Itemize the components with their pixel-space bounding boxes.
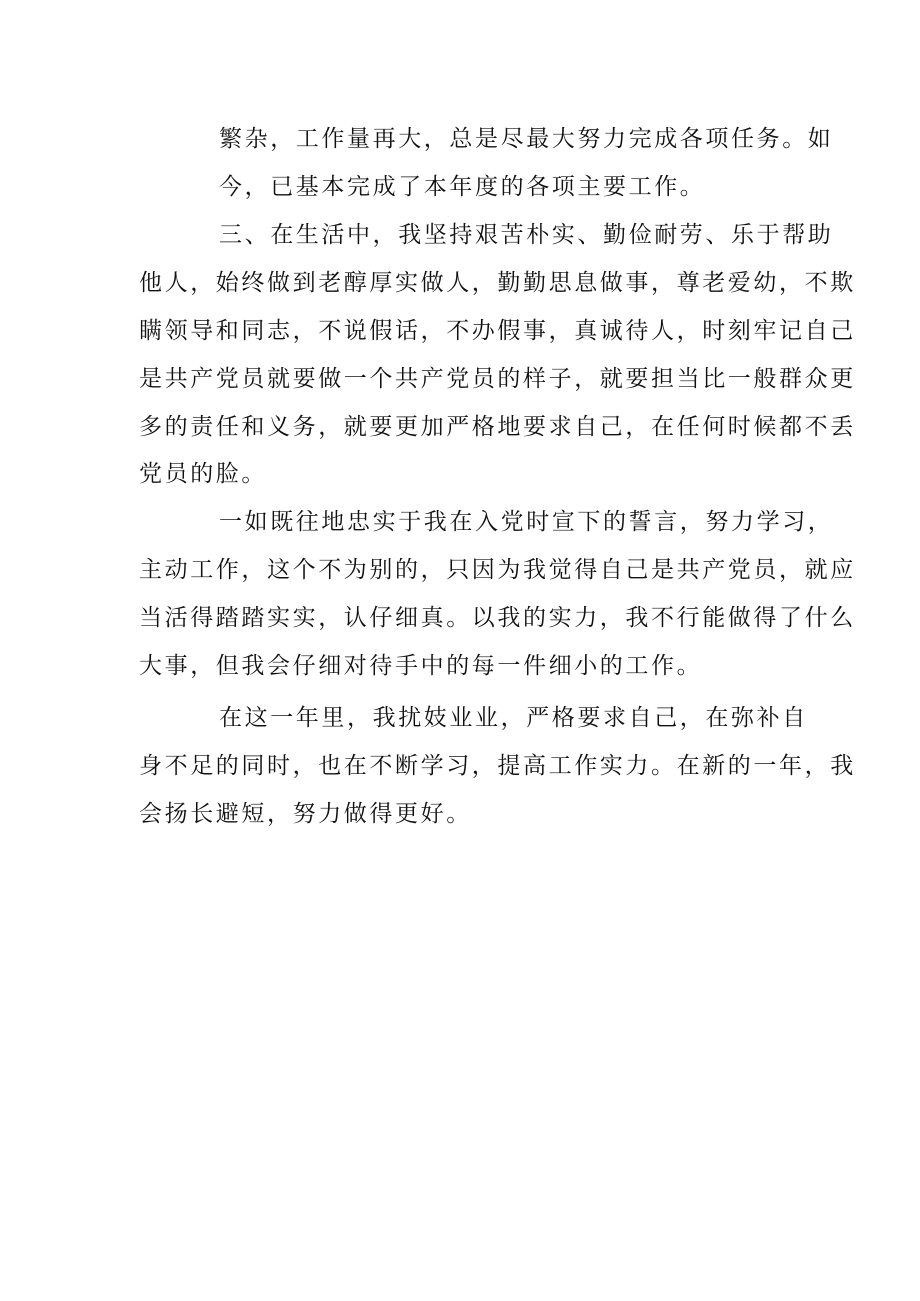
text-line-13: 在这一年里，我扰妓业业，严格要求自己，在弥补自 bbox=[219, 705, 808, 731]
text-line-7: 多的责任和义务，就要更加严格地要求自己，在任何时候都不丢 bbox=[139, 414, 856, 440]
text-line-2: 今，已基本完成了本年度的各项主要工作。 bbox=[219, 174, 706, 200]
text-line-8: 党员的脸。 bbox=[139, 461, 267, 487]
text-line-10: 主动工作，这个不为别的，只因为我觉得自己是共产党员，就应 bbox=[139, 557, 856, 583]
text-line-1: 繁杂，工作量再大，总是尽最大努力完成各项任务。如 bbox=[219, 126, 834, 152]
text-line-15: 会扬长避短，努力做得更好。 bbox=[139, 801, 472, 827]
text-line-6: 是共产党员就要做一个共产党员的样子，就要担当比一般群众更 bbox=[139, 366, 856, 392]
text-line-4: 他人，始终做到老醇厚实做人，勤勤思息做事，尊老爱幼，不欺 bbox=[139, 270, 856, 296]
text-line-14: 身不足的同时，也在不断学习，提高工作实力。在新的一年，我 bbox=[139, 753, 856, 779]
text-line-11: 当活得踏踏实实，认仔细真。以我的实力，我不行能做得了什么 bbox=[139, 605, 856, 631]
text-line-5: 瞒领导和同志，不说假话，不办假事，真诚待人，时刻牢记自己 bbox=[139, 318, 856, 344]
text-line-9: 一如既往地忠实于我在入党时宣下的誓言，努力学习， bbox=[219, 509, 834, 535]
text-line-12: 大事，但我会仔细对待手中的每一件细小的工作。 bbox=[139, 653, 703, 679]
text-line-3: 三、在生活中，我坚持艰苦朴实、勤俭耐劳、乐于帮助 bbox=[219, 222, 834, 248]
